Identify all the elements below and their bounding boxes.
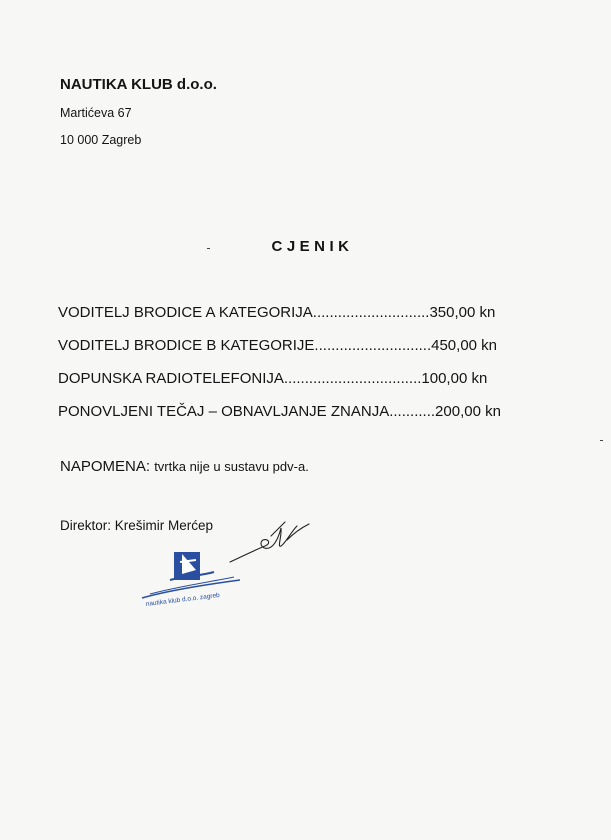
- note-text: tvrtka nije u sustavu pdv-a.: [154, 459, 309, 474]
- price-row: [58, 362, 518, 395]
- director-line: Direktor: Krešimir Merćep: [60, 518, 214, 533]
- stamp-icon: [130, 540, 270, 610]
- price-list: [58, 296, 518, 428]
- note-label: NAPOMENA:: [60, 458, 151, 475]
- price-row: [58, 296, 518, 329]
- company-name: NAUTIKA KLUB d.o.o.: [60, 76, 217, 93]
- scan-speck: [207, 248, 210, 249]
- note: [60, 458, 309, 475]
- document-title: CJENIK: [271, 238, 354, 255]
- price-line: VODITELJ BRODICE A KATEGORIJA............................350,00 kn: [58, 304, 496, 321]
- price-line: PONOVLJENI TEČAJ – OBNAVLJANJE ZNANJA...........200,00 kn: [58, 403, 501, 420]
- company-city: 10 000 Zagreb: [60, 133, 142, 147]
- scan-speck: [600, 440, 603, 441]
- price-row: [58, 329, 518, 362]
- company-address: Martićeva 67: [60, 106, 132, 120]
- price-line: DOPUNSKA RADIOTELEFONIJA.................................100,00 kn: [58, 370, 488, 387]
- price-row: [58, 395, 518, 428]
- price-line: VODITELJ BRODICE B KATEGORIJE............................450,00 kn: [58, 337, 498, 354]
- svg-text:nautika klub d.o.o. zagreb: nautika klub d.o.o. zagreb: [145, 591, 221, 608]
